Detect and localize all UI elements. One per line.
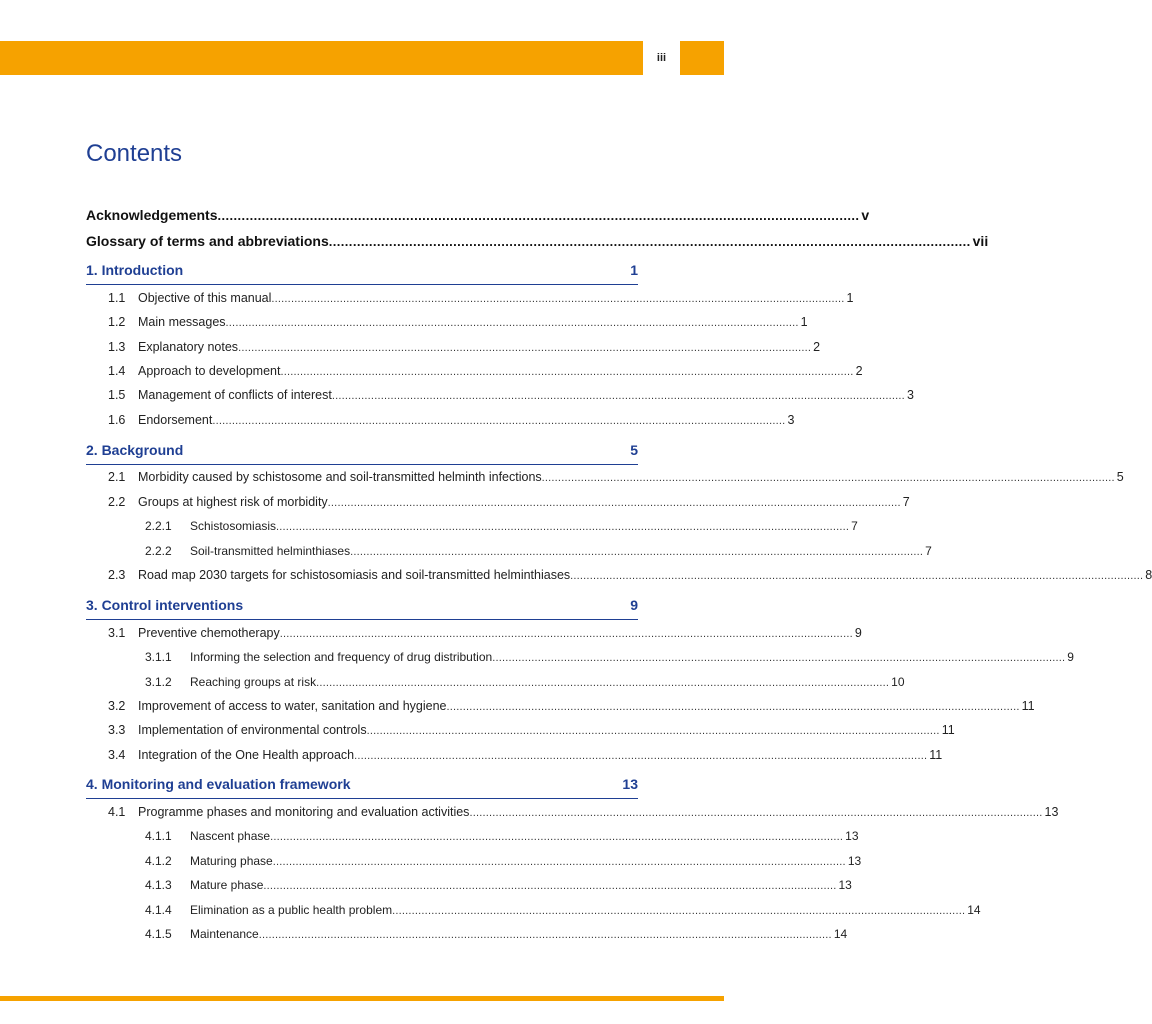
toc-entry[interactable] <box>108 723 955 743</box>
toc-entry-number: 1.5 <box>108 388 126 402</box>
dot-leader: ................................................................................................................................................................................ <box>570 570 1144 582</box>
toc-entry-number: 3.1 <box>108 626 126 640</box>
toc-entry[interactable] <box>108 315 808 335</box>
toc-entry-page: 3 <box>906 388 914 402</box>
toc-entry-number: 3.1.1 <box>145 650 172 664</box>
toc-entry-page: 7 <box>925 544 932 558</box>
toc-entry-number: 4.1.1 <box>145 829 172 843</box>
toc-section-label: 1. Introduction <box>86 262 184 278</box>
toc-section-label: 4. Monitoring and evaluation framework <box>86 776 351 792</box>
toc-entry-page: 10 <box>891 675 905 689</box>
toc-entry-number: 2.2.1 <box>145 519 172 533</box>
dot-leader: ................................................................................................................................................................................ <box>270 831 844 843</box>
toc-entry[interactable] <box>108 340 821 360</box>
toc-entry-label: Programme phases and monitoring and evaluation activities <box>138 805 470 819</box>
dot-leader: ................................................................................................................................................................................ <box>276 521 850 533</box>
toc-section-background[interactable] <box>86 442 638 465</box>
dot-leader: ................................................................................................................................................................................ <box>354 750 928 762</box>
toc-entry-page: 7 <box>851 519 858 533</box>
toc-entry-label: Maturing phase <box>190 854 273 868</box>
page-title: Contents <box>86 140 183 167</box>
toc-entry-number: 2.2.2 <box>145 544 172 558</box>
toc-entry-label: Elimination as a public health problem <box>190 903 393 917</box>
toc-entry-label: Improvement of access to water, sanitation and hygiene <box>138 699 447 713</box>
toc-section-page: 9 <box>630 597 638 613</box>
toc-entry-number: 3.1.2 <box>145 675 172 689</box>
toc-entry-label: Approach to development <box>138 364 281 378</box>
toc-entry[interactable] <box>108 470 1124 490</box>
toc-entry[interactable] <box>145 854 862 874</box>
footer-accent-bar <box>0 996 724 1001</box>
toc-section-page: 13 <box>622 776 638 792</box>
dot-leader: ................................................................................................................................................................................ <box>316 677 890 689</box>
toc-entry[interactable] <box>145 829 859 849</box>
dot-leader: ................................................................................................................................................................................ <box>272 856 846 868</box>
toc-entry-label: Informing the selection and frequency of drug distribution <box>190 650 493 664</box>
toc-entry-page: 7 <box>902 495 910 509</box>
toc-entry-page: 3 <box>787 413 795 427</box>
toc-entry-page: 13 <box>845 829 859 843</box>
toc-entry-label: Nascent phase <box>190 829 271 843</box>
toc-entry-page: 13 <box>838 878 852 892</box>
dot-leader: ................................................................................................................................................................................ <box>258 929 832 941</box>
toc-entry-label: Explanatory notes <box>138 340 239 354</box>
toc-entry-label: Mature phase <box>190 878 264 892</box>
dot-leader: ................................................................................................................................................................................ <box>392 905 966 917</box>
toc-entry-label: Schistosomiasis <box>190 519 277 533</box>
toc-entry-page: 2 <box>855 364 863 378</box>
toc-entry-number: 4.1 <box>108 805 126 819</box>
toc-entry-label: Groups at highest risk of morbidity <box>138 495 328 509</box>
toc-entry-label: Preventive chemotherapy <box>138 626 280 640</box>
toc-entry-page: 13 <box>1044 805 1059 819</box>
toc-entry-page: 11 <box>941 723 955 737</box>
toc-entry-number: 2.3 <box>108 568 126 582</box>
toc-entry-number: 1.1 <box>108 291 126 305</box>
toc-section-label: 2. Background <box>86 442 184 458</box>
dot-leader: ................................................................................................................................................................................ <box>350 546 924 558</box>
toc-entry-page: 5 <box>1116 470 1124 484</box>
toc-entry[interactable] <box>145 903 981 923</box>
toc-entry-number: 1.6 <box>108 413 126 427</box>
toc-entry-number: 2.1 <box>108 470 126 484</box>
dot-leader: ................................................................................................................................................................ <box>217 208 860 223</box>
dot-leader: ................................................................................................................................................................................ <box>492 652 1066 664</box>
toc-entry-label: Morbidity caused by schistosome and soil-transmitted helminth infections <box>138 470 542 484</box>
toc-entry[interactable] <box>145 878 852 898</box>
toc-entry-page: 14 <box>833 927 848 941</box>
toc-entry[interactable] <box>108 291 854 311</box>
page-number: iii <box>656 52 667 64</box>
toc-entry-number: 4.1.5 <box>145 927 172 941</box>
toc-entry-number: 3.4 <box>108 748 126 762</box>
dot-leader: ................................................................................................................................................................................ <box>331 390 905 402</box>
header-accent-bar-right <box>680 41 724 75</box>
dot-leader: ................................................................................................................................................................................ <box>263 880 837 892</box>
dot-leader: ................................................................................................................................................................................ <box>238 342 812 354</box>
dot-leader: ................................................................................................................................................................................ <box>279 628 853 640</box>
toc-entry-page: 9 <box>1067 650 1074 664</box>
toc-section-page: 5 <box>630 442 638 458</box>
toc-entry-page: 11 <box>1021 699 1035 713</box>
toc-entry[interactable] <box>108 495 910 515</box>
toc-entry[interactable] <box>108 626 862 646</box>
toc-section-introduction[interactable] <box>86 262 638 285</box>
dot-leader: ................................................................................................................................................................................ <box>541 472 1115 484</box>
toc-entry-label: Integration of the One Health approach <box>138 748 355 762</box>
toc-section-control-interventions[interactable] <box>86 597 638 620</box>
dot-leader: ................................................................................................................................................................................ <box>327 497 901 509</box>
toc-entry-label: Management of conflicts of interest <box>138 388 332 402</box>
toc-entry-number: 1.3 <box>108 340 126 354</box>
dot-leader: ................................................................................................................................................................................ <box>271 293 845 305</box>
toc-entry-glossary[interactable] <box>86 233 989 255</box>
toc-entry[interactable] <box>145 544 932 564</box>
toc-entry-label: Maintenance <box>190 927 259 941</box>
dot-leader: ................................................................................................................................................................ <box>328 234 971 249</box>
toc-entry[interactable] <box>108 413 795 433</box>
toc-entry-page: 2 <box>813 340 821 354</box>
toc-entry-label: Glossary of terms and abbreviations <box>86 233 329 249</box>
toc-entry-label: Road map 2030 targets for schistosomiasis and soil-transmitted helminthiases <box>138 568 571 582</box>
toc-entry-page: 13 <box>847 854 862 868</box>
toc-entry[interactable] <box>108 364 863 384</box>
dot-leader: ................................................................................................................................................................................ <box>446 701 1020 713</box>
toc-entry[interactable] <box>108 568 1152 588</box>
toc-entry-label: Reaching groups at risk <box>190 675 317 689</box>
toc-entry-label: Acknowledgements <box>86 207 218 223</box>
toc-entry[interactable] <box>145 519 858 539</box>
toc-entry-label: Main messages <box>138 315 226 329</box>
toc-entry-label: Implementation of environmental controls <box>138 723 367 737</box>
toc-entry-number: 1.4 <box>108 364 126 378</box>
toc-entry-number: 1.2 <box>108 315 126 329</box>
toc-entry[interactable] <box>108 748 943 768</box>
toc-entry[interactable] <box>108 805 1059 825</box>
toc-entry[interactable] <box>145 675 905 695</box>
toc-entry-acknowledgements[interactable] <box>86 207 870 229</box>
toc-entry-number: 4.1.3 <box>145 878 172 892</box>
toc-entry-number: 3.2 <box>108 699 126 713</box>
toc-section-label: 3. Control interventions <box>86 597 244 613</box>
toc-section-page: 1 <box>630 262 638 278</box>
toc-entry-label: Soil-transmitted helminthiases <box>190 544 351 558</box>
toc-entry-number: 4.1.4 <box>145 903 172 917</box>
dot-leader: ................................................................................................................................................................................ <box>366 725 940 737</box>
toc-entry-number: 2.2 <box>108 495 126 509</box>
dot-leader: ................................................................................................................................................................................ <box>469 807 1043 819</box>
toc-entry-page: 1 <box>846 291 854 305</box>
toc-entry-page: 14 <box>967 903 981 917</box>
toc-entry-label: Objective of this manual <box>138 291 272 305</box>
toc-entry-number: 4.1.2 <box>145 854 172 868</box>
toc-entry-page: 9 <box>854 626 862 640</box>
toc-section-monitoring-evaluation[interactable] <box>86 776 638 799</box>
toc-entry-page: 8 <box>1145 568 1152 582</box>
toc-entry[interactable] <box>145 927 848 947</box>
toc-entry-page: vii <box>972 233 989 249</box>
header-accent-bar <box>0 41 643 75</box>
toc-entry[interactable] <box>108 699 1035 719</box>
toc-entry[interactable] <box>108 388 914 408</box>
dot-leader: ................................................................................................................................................................................ <box>225 317 799 329</box>
dot-leader: ................................................................................................................................................................................ <box>212 415 786 427</box>
toc-entry-number: 3.3 <box>108 723 126 737</box>
toc-entry[interactable] <box>145 650 1074 670</box>
toc-entry-label: Endorsement <box>138 413 213 427</box>
dot-leader: ................................................................................................................................................................................ <box>280 366 854 378</box>
toc-entry-page: v <box>861 207 870 223</box>
toc-entry-page: 11 <box>929 748 943 762</box>
toc-entry-page: 1 <box>800 315 808 329</box>
